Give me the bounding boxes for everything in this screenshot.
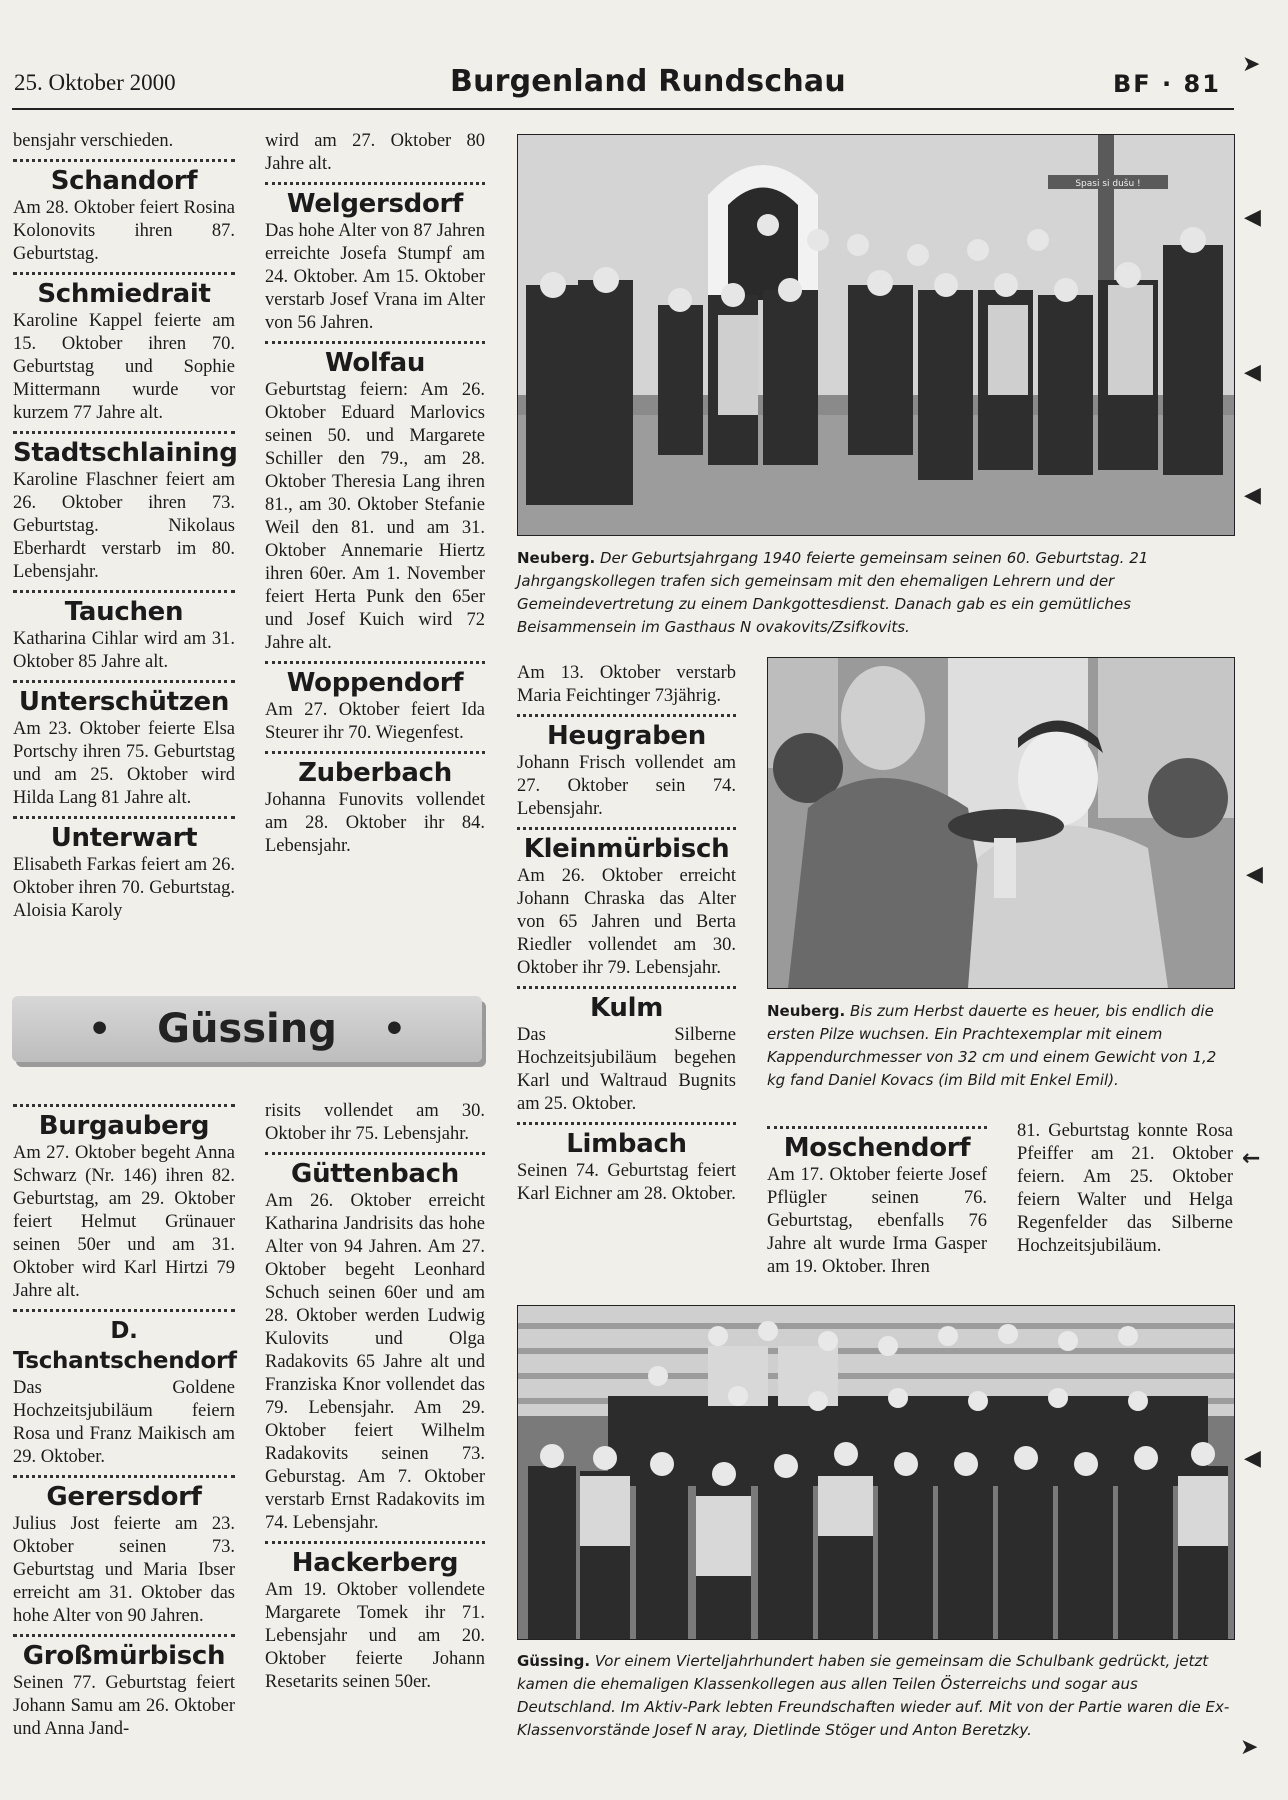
section-text: Am 28. Oktober feiert Rosina Kolonovits ihren 87. Geburtstag.: [13, 198, 235, 264]
caption-photo-2: [767, 1000, 1233, 1092]
section-text: Katharina Cihlar wird am 31. Oktober 85 Jahre alt.: [13, 629, 235, 672]
divider: [517, 827, 736, 830]
column-2-bottom-lead: risits vollendet am 30. Oktober ihr 75. Lebensjahr.: [265, 1101, 485, 1144]
divider: [13, 1104, 235, 1107]
page-number: BF · 81: [1113, 70, 1221, 98]
section-heading: Gerersdorf: [46, 1482, 202, 1512]
divider: [13, 1309, 235, 1312]
section-heading: Tauchen: [64, 597, 184, 627]
caption-place: Güssing.: [517, 1652, 591, 1670]
section-text: Am 19. Oktober vollendete Margarete Tomek ihr 71. Lebensjahr und am 20. Oktober feierte Johann Resetarits seinen 50er.: [265, 1580, 485, 1692]
divider: [13, 272, 235, 275]
section-heading: Unterwart: [50, 823, 198, 853]
section-heading: Schandorf: [50, 166, 198, 196]
scan-mark-icon: ◀: [1244, 360, 1261, 385]
divider: [517, 1122, 736, 1125]
section-heading: Hackerberg: [291, 1548, 459, 1578]
section-heading: Kleinmürbisch: [523, 834, 730, 864]
caption-place: Neuberg.: [767, 1002, 846, 1020]
issue-date: 25. Oktober 2000: [14, 70, 176, 95]
section-heading: Heugraben: [547, 721, 706, 751]
scan-mark-icon: ◀: [1244, 483, 1261, 508]
section-heading: Burgauberg: [38, 1111, 210, 1141]
caption-text: Der Geburtsjahrgang 1940 feierte gemeinsam seinen 60. Geburtstag. 21 Jahrgangskollegen trafen sich gemeinsam mit den ehemaligen Lehrern und der Gemeindevertretung zu einem Dankgottesdienst. Danach gab es ein gemütliches Beisammensein im Gasthaus N ovakovits/Zsifkovits.: [517, 549, 1149, 636]
section-heading: Moschendorf: [783, 1133, 971, 1163]
divider: [767, 1126, 987, 1129]
section-text: Geburtstag feiern: Am 26. Oktober Eduard Marlovics seinen 50. und Margarete Schiller den 79., am 28. Oktober Theresia Lang ihren 81., am 30. Oktober Stefanie Weil den 81. und am 31. Oktober Annemarie Hiertz ihren 60er. Am 1. November feiert Herta Punk den 65er und Josef Kuich wird 72 Jahre alt.: [265, 380, 485, 653]
column-1: [13, 130, 238, 923]
section-text: Das Goldene Hochzeitsjubiläum feiern Rosa und Franz Maikisch am 29. Oktober.: [13, 1378, 235, 1467]
banner-bullet: •: [382, 1008, 406, 1050]
caption-photo-3: [517, 1650, 1233, 1742]
divider: [13, 1634, 235, 1637]
column-5: [1017, 1120, 1233, 1258]
scan-mark-icon: ◀: [1246, 862, 1263, 887]
column-4: [767, 1120, 987, 1279]
column-2-lead: wird am 27. Oktober 80 Jahre alt.: [265, 131, 485, 174]
banner-bullet: •: [88, 1008, 112, 1050]
divider: [517, 986, 736, 989]
column-2-bottom: [265, 1100, 485, 1694]
divider: [13, 159, 235, 162]
divider: [265, 661, 485, 664]
section-heading: D. Tschantschendorf: [13, 1318, 237, 1374]
header-rule: [12, 108, 1234, 110]
section-heading: Welgersdorf: [286, 189, 464, 219]
section-text: Das hohe Alter von 87 Jahren erreichte Josefa Stumpf am 24. Oktober. Am 15. Oktober verstarb Josef Vrana im Alter von 56 Jahren.: [265, 221, 485, 333]
section-text: Seinen 74. Geburtstag feiert Karl Eichner am 28. Oktober.: [517, 1161, 736, 1204]
divider: [13, 680, 235, 683]
section-text: Am 27. Oktober begeht Anna Schwarz (Nr. 146) ihren 82. Geburtstag, am 29. Oktober feiert Helmut Grünauer seinen 50er und am 31. Oktober wird Karl Hirtzi 79 Jahre alt.: [13, 1143, 235, 1301]
section-heading: Wolfau: [324, 348, 426, 378]
cross-sign-text: Spasi si dušu !: [1075, 179, 1141, 189]
column-3-lead: Am 13. Oktober verstarb Maria Feichtinger 73jährig.: [517, 663, 736, 706]
section-text: Am 23. Oktober feierte Elsa Portschy ihren 75. Geburtstag und am 25. Oktober wird Hilda Lang 81 Jahre alt.: [13, 719, 235, 808]
region-banner-guessing: [12, 996, 482, 1062]
section-heading: Woppendorf: [286, 668, 464, 698]
section-heading: Schmiedrait: [37, 279, 211, 309]
caption-photo-1: [517, 547, 1233, 639]
column-3: [517, 662, 736, 1206]
section-text: Julius Jost feierte am 23. Oktober seinen 73. Geburtstag und Maria Ibser erreicht am 31. Oktober das hohe Alter von 90 Jahren.: [13, 1514, 235, 1626]
section-heading: Stadtschlaining: [13, 438, 238, 468]
divider: [265, 1152, 485, 1155]
divider: [13, 816, 235, 819]
divider: [13, 590, 235, 593]
photo-neuberg-group: [517, 134, 1235, 536]
section-text: Johann Frisch vollendet am 27. Oktober sein 74. Lebensjahr.: [517, 753, 736, 819]
divider: [517, 714, 736, 717]
divider: [265, 751, 485, 754]
photo-guessing-class: [517, 1305, 1235, 1640]
scan-mark-icon: ◀: [1244, 1446, 1261, 1471]
scan-mark-icon: ◀: [1244, 205, 1261, 230]
scan-mark-icon: ➤: [1240, 1735, 1259, 1760]
caption-place: Neuberg.: [517, 549, 596, 567]
section-text: Am 17. Oktober feierte Josef Pflügler seinen 76. Geburtstag, ebenfalls 76 Jahre alt wurde Irma Gasper am 19. Oktober. Ihren: [767, 1165, 987, 1277]
column-1-bottom: [13, 1098, 235, 1741]
section-heading: Kulm: [589, 993, 663, 1023]
section-text: Am 26. Oktober erreicht Johann Chraska das Alter von 65 Jahren und Berta Riedler vollendet am 30. Oktober ihr 79. Lebensjahr.: [517, 866, 736, 978]
section-text: Am 27. Oktober feiert Ida Steurer ihr 70. Wiegenfest.: [265, 700, 485, 743]
divider: [265, 341, 485, 344]
section-text: Am 26. Oktober erreicht Katharina Jandrisits das hohe Alter von 94 Jahren. Am 27. Oktober begeht Leonhard Schuch seinen 60er und am 28. Oktober werden Ludwig Kulovits und Olga Radakovits 65 Jahre alt und Franziska Knor vollendet das 79. Lebensjahr. Am 29. Oktober feiert Wilhelm Radakovits seinen 73. Geburstag. Am 7. Oktober verstarb Ernst Radakovits im 74. Lebensjahr.: [265, 1191, 485, 1533]
photo-neuberg-mushroom: [767, 657, 1235, 989]
newspaper-title: Burgenland Rundschau: [450, 64, 846, 99]
banner-title: Güssing: [157, 1006, 337, 1052]
divider: [13, 431, 235, 434]
column-5-lead: 81. Geburtstag konnte Rosa Pfeiffer am 21. Oktober feiern. Am 25. Oktober feiern Walter und Helga Regenfelder das Silberne Hochzeitsjubiläum.: [1017, 1121, 1233, 1256]
section-heading: Güttenbach: [291, 1159, 459, 1189]
section-text: Das Silberne Hochzeitsjubiläum begehen Karl und Waltraud Bugnits am 25. Oktober.: [517, 1025, 736, 1114]
divider: [265, 182, 485, 185]
section-heading: Zuberbach: [298, 758, 452, 788]
section-text: Karoline Kappel feierte am 15. Oktober ihren 70. Geburtstag und Sophie Mittermann wurde vor kurzem 77 Jahre alt.: [13, 311, 235, 423]
column-1-lead: bensjahr verschieden.: [13, 131, 174, 151]
section-heading: Unterschützen: [18, 687, 230, 717]
section-heading: Großmürbisch: [22, 1641, 226, 1671]
section-text: Karoline Flaschner feiert am 26. Oktober ihren 73. Geburtstag. Nikolaus Eberhardt verstarb im 80. Lebensjahr.: [13, 470, 235, 582]
section-heading: Limbach: [566, 1129, 687, 1159]
caption-text: Vor einem Vierteljahrhundert haben sie gemeinsam die Schulbank gedrückt, jetzt kamen die ehemaligen Klassenkollegen aus allen Teilen Österreichs und sogar aus Deutschland. Im Aktiv-Park lebten Freundschaften wieder auf. Mit von der Partie waren die Ex-Klassenvorstände Josef N aray, Dietlinde Stöger und Anton Beretzky.: [517, 1652, 1230, 1739]
caption-text: Bis zum Herbst dauerte es heuer, bis endlich die ersten Pilze wuchsen. Ein Prachtexemplar mit einem Kappendurchmesser von 32 cm und einem Gewicht von 1,2 kg fand Daniel Kovacs (im Bild mit Enkel Emil).: [767, 1002, 1217, 1089]
scan-mark-icon: ➤: [1242, 52, 1261, 77]
scan-mark-icon: ←: [1242, 1146, 1261, 1171]
divider: [265, 1541, 485, 1544]
section-text: Johanna Funovits vollendet am 28. Oktober ihr 84. Lebensjahr.: [265, 790, 485, 856]
section-text: Elisabeth Farkas feiert am 26. Oktober ihren 70. Geburtstag. Aloisia Karoly: [13, 855, 235, 921]
divider: [13, 1475, 235, 1478]
column-2: [265, 130, 485, 858]
section-text: Seinen 77. Geburtstag feiert Johann Samu am 26. Oktober und Anna Jand-: [13, 1673, 235, 1739]
